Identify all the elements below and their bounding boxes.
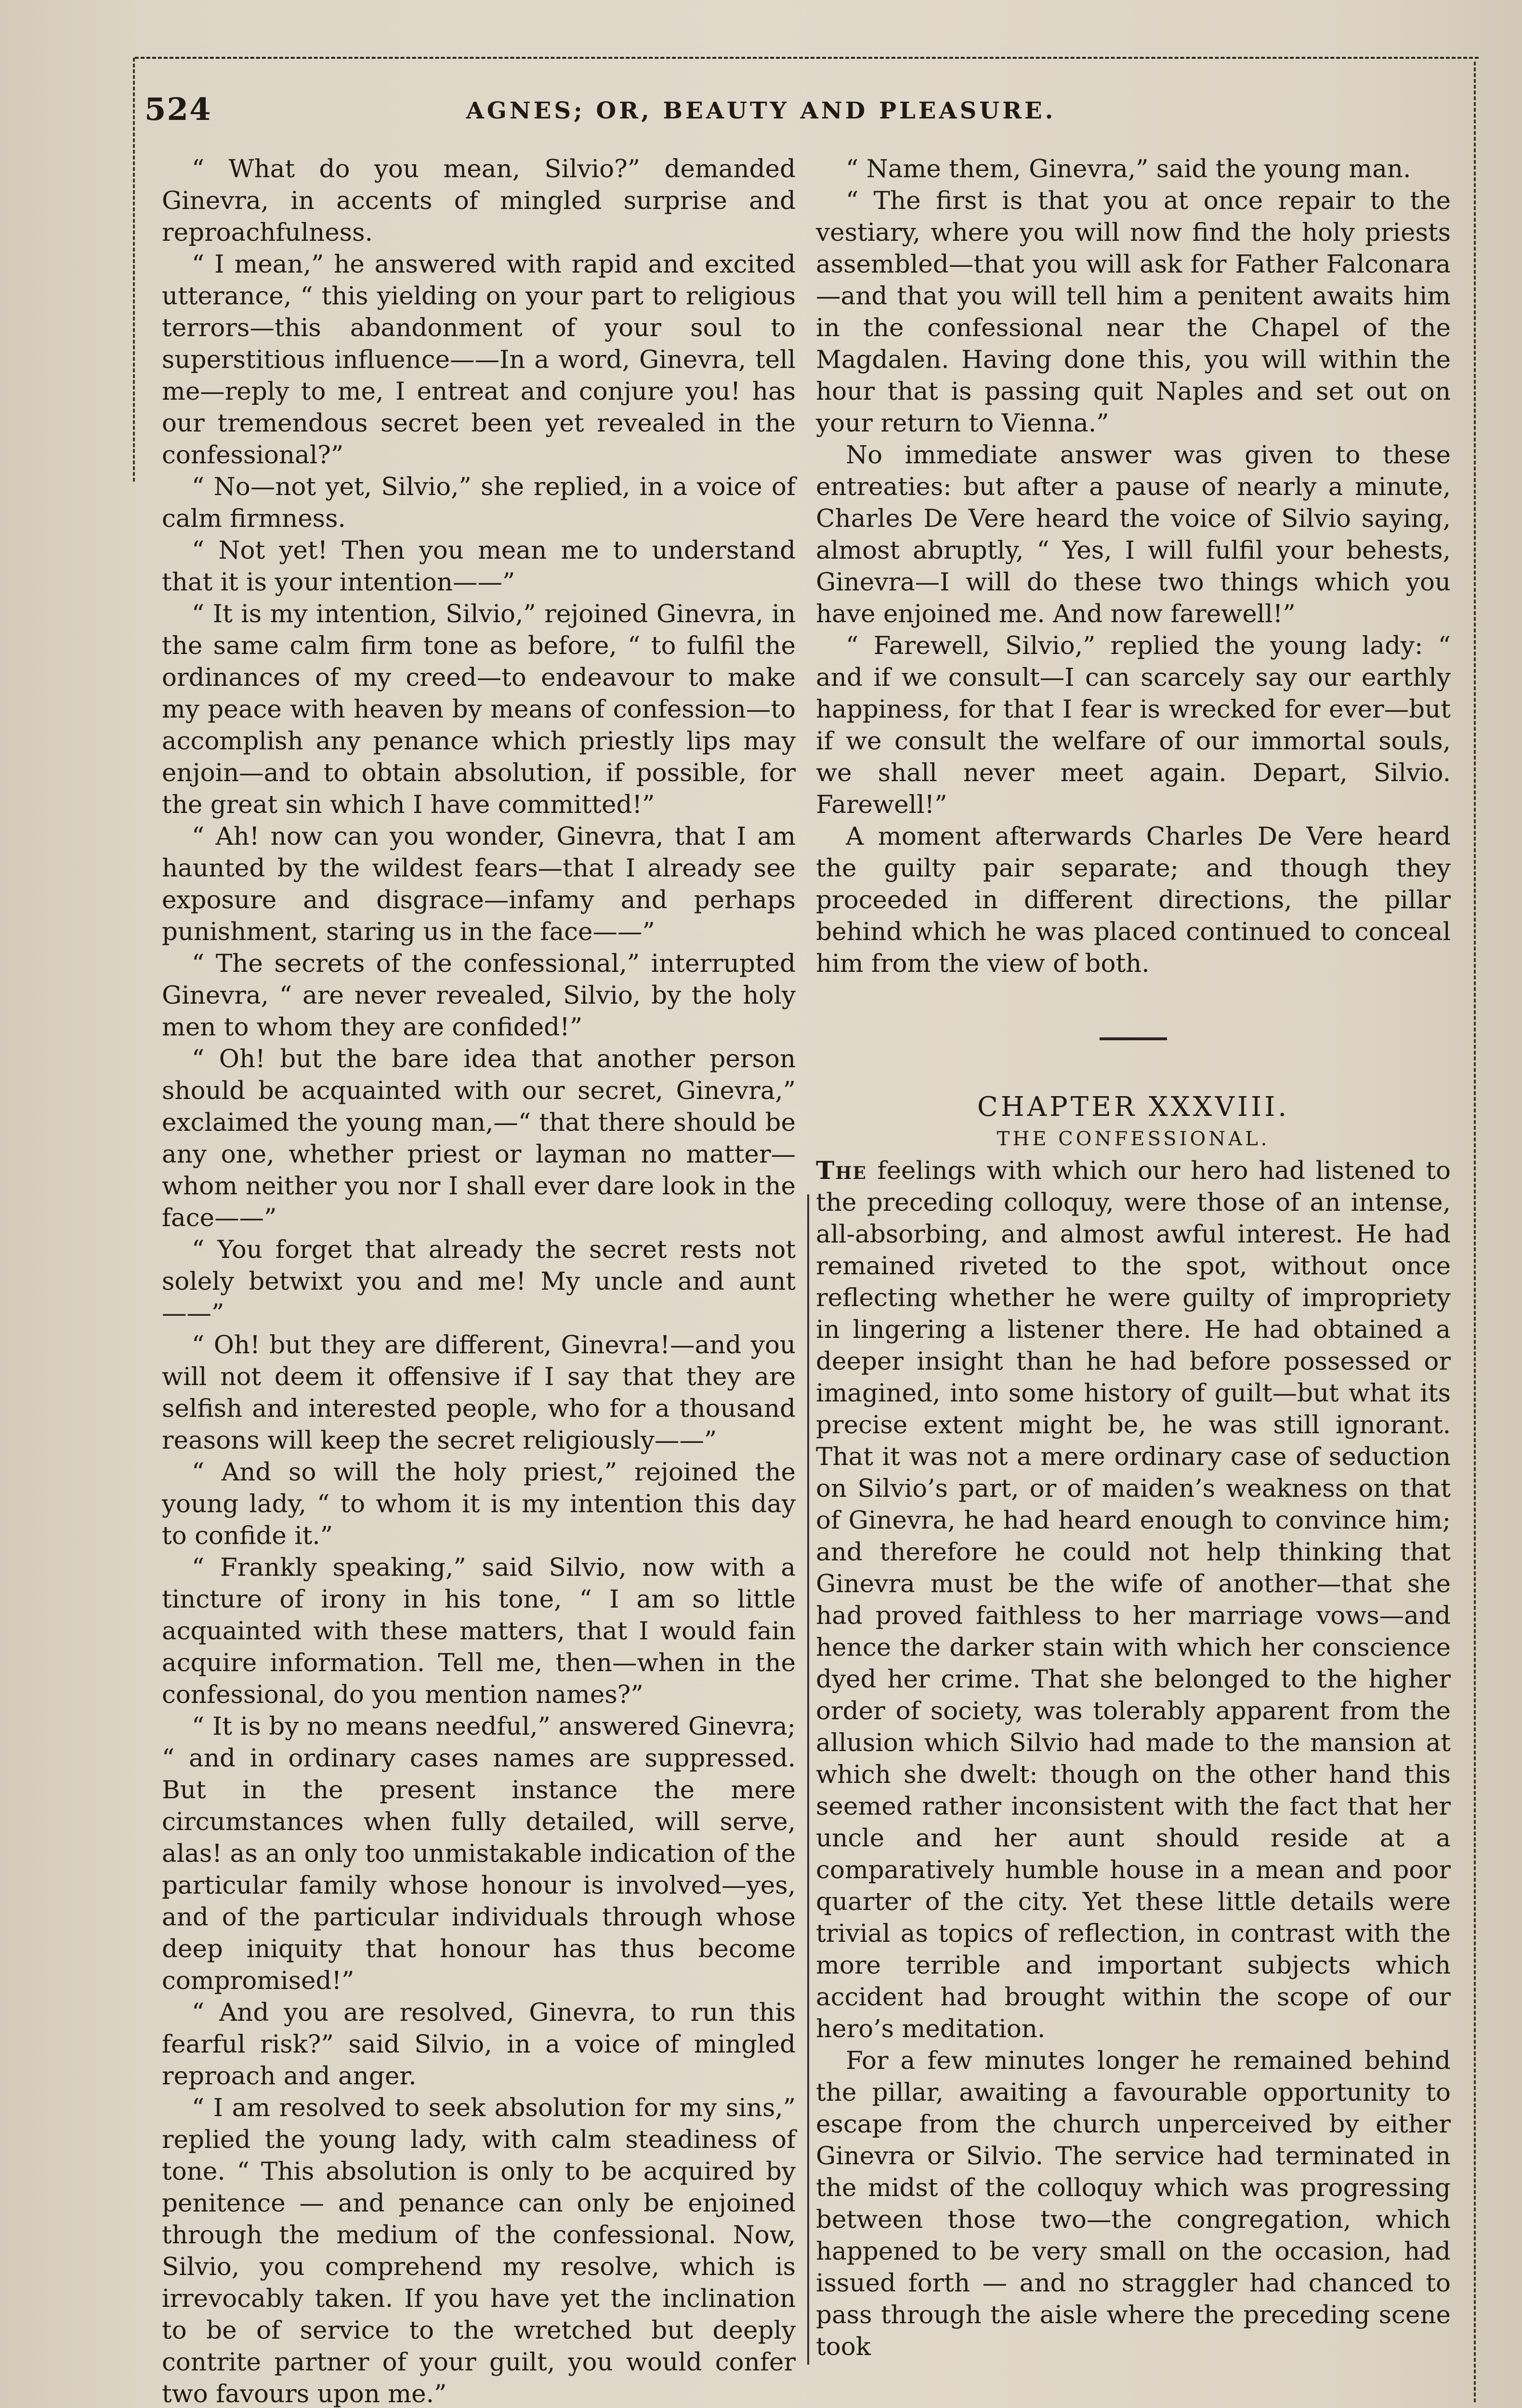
paragraph-text: feelings with which our hero had listened to the preceding colloquy, were those of an intense, all-absorbing, and almost awful interest. He had remained riveted to the spot, without once reflecting whether he were guilty of impropriety in lingering a listener there. He had obtained a deeper insight than he had before possessed or imagined, into some history of guilt—but what its precise extent might be, he was still ignorant. That it was not a mere ordinary case of seduction on Silvio’s part, or of maiden’s weakness on that of Ginevra, he had heard enough to convince him; and therefore he could not help thinking that Ginevra must be the wife of another—that she had proved faithless to her marriage vows—and hence the darker stain with which her conscience dyed her crime. That she belonged to the higher order of society, was tolerably apparent from the allusion which Silvio had made to the mansion at which she dwelt: though on the other hand this seemed rather inconsistent with the fact that her uncle and her aunt should reside at a comparatively humble house in a mean and poor quarter of the city. Yet these little details were trivial as topics of reflection, in contrast with the more terrible and important subjects which accident had brought within the scope of our hero’s meditation.: [816, 1156, 1451, 2043]
paragraph: “ What do you mean, Silvio?” demanded Ginevra, in accents of mingled surprise and reproachfulness.: [162, 155, 796, 247]
paragraph: “ Frankly speaking,” said Silvio, now with a tincture of irony in his tone, “ I am so little acquainted with these matters, that I would fain acquire information. Tell me, then—when in the confessional, do you mention names?”: [162, 1553, 796, 1709]
paragraph: “ I mean,” he answered with rapid and excited utterance, “ this yielding on your part to religious terrors—this abandonment of your soul to superstitious influence——In a word, Ginevra, tell me—reply to me, I entreat and conjure you! has our tremendous secret been yet revealed in the confessional?”: [162, 250, 796, 470]
paragraph: “ Ah! now can you wonder, Ginevra, that I am haunted by the wildest fears—that I already see exposure and disgrace—infamy and perhaps punishment, staring us in the face——”: [162, 822, 796, 946]
paragraph: “ The first is that you at once repair to the vestiary, where you will now find the holy priests assembled—that you will ask for Father Falconara—and that you will tell him a penitent awaits him in the confessional near the Chapel of the Magdalen. Having done this, you will within the hour that is passing quit Naples and set out on your return to Vienna.”: [816, 186, 1451, 438]
section-separator: [1100, 1037, 1167, 1040]
top-dashed-rule: [135, 57, 1479, 59]
paragraph: “ Not yet! Then you mean me to understand that it is your intention——”: [162, 536, 796, 597]
paragraph: A moment afterwards Charles De Vere heard the guilty pair separate; and though they proceeded in different directions, the pillar behind which he was placed continued to conceal him from the view of both.: [816, 822, 1451, 978]
chapter-subtitle: THE CONFESSIONAL.: [997, 1128, 1270, 1150]
right-dashed-rule: [1474, 62, 1476, 2402]
page-header: [0, 85, 1522, 143]
paragraph: No immediate answer was given to these entreaties: but after a pause of nearly a minute, Charles De Vere heard the voice of Silvio saying, almost abruptly, “ Yes, I will fulfil your behests, Ginevra—I will do these two things which you have enjoined me. And now farewell!”: [816, 441, 1451, 628]
right-column: [816, 153, 1451, 2363]
page-number: 524: [144, 92, 212, 128]
paragraph: “ You forget that already the secret rests not solely betwixt you and me! My uncle and aunt——”: [162, 1235, 796, 1328]
running-title: AGNES; OR, BEAUTY AND PLEASURE.: [466, 97, 1056, 124]
paragraph: “ And so will the holy priest,” rejoined the young lady, “ to whom it is my intention this day to confide it.”: [162, 1458, 796, 1550]
chapter-first-paragraph: [816, 1155, 1451, 2045]
paragraph: “ The secrets of the confessional,” interrupted Ginevra, “ are never revealed, Silvio, by the holy men to whom they are confided!”: [162, 949, 796, 1042]
left-column: [162, 153, 796, 2408]
column-divider: [807, 1194, 809, 2365]
paragraph: “ Oh! but the bare idea that another person should be acquainted with our secret, Ginevra,” exclaimed the young man,—“ that there should be any one, whether priest or layman no matter—whom neither you nor I shall ever dare look in the face——”: [162, 1045, 796, 1232]
paragraph: “ Name them, Ginevra,” said the young man.: [846, 155, 1411, 183]
paragraph: For a few minutes longer he remained behind the pillar, awaiting a favourable opportunity to escape from the church unperceived by either Ginevra or Silvio. The service had terminated in the midst of the colloquy which was progressing between those two—the congregation, which happened to be very small on the occasion, had issued forth — and no straggler had chanced to pass through the aisle where the preceding scene took: [816, 2046, 1451, 2361]
paragraph: “ No—not yet, Silvio,” she replied, in a voice of calm firmness.: [162, 472, 796, 533]
paragraph: “ I am resolved to seek absolution for my sins,” replied the young lady, with calm steadiness of tone. “ This absolution is only to be acquired by penitence — and penance can only be enjoined through the medium of the confessional. Now, Silvio, you comprehend my resolve, which is irrevocably taken. If you have yet the inclination to be of service to the wretched but deeply contrite partner of your guilt, you would confer two favours upon me.”: [162, 2094, 796, 2408]
paragraph: “ And you are resolved, Ginevra, to run this fearful risk?” said Silvio, in a voice of mingled reproach and anger.: [162, 1998, 796, 2091]
paragraph: “ It is my intention, Silvio,” rejoined Ginevra, in the same calm firm tone as before, “ to fulfil the ordinances of my creed—to endeavour to make my peace with heaven by means of confession—to accomplish any penance which priestly lips may enjoin—and to obtain absolution, if possible, for the great sin which I have committed!”: [162, 600, 796, 819]
paragraph: “ It is by no means needful,” answered Ginevra; “ and in ordinary cases names are suppressed. But in the present instance the mere circumstances when fully detailed, will serve, alas! as an only too unmistakable indication of the particular family whose honour is involved—yes, and of the particular individuals through whose deep iniquity that honour has thus become compromised!”: [162, 1712, 796, 1995]
chapter-heading: CHAPTER XXXVIII.: [977, 1091, 1290, 1123]
opening-word: The: [816, 1156, 867, 1185]
paragraph: “ Farewell, Silvio,” replied the young lady: “ and if we consult—I can scarcely say our earthly happiness, for that I fear is wrecked for ever—but if we consult the welfare of our immortal souls, we shall never meet again. Depart, Silvio. Farewell!”: [816, 631, 1451, 819]
paragraph: “ Oh! but they are different, Ginevra!—and you will not deem it offensive if I say that they are selfish and interested people, who for a thousand reasons will keep the secret religiously——”: [162, 1331, 796, 1455]
